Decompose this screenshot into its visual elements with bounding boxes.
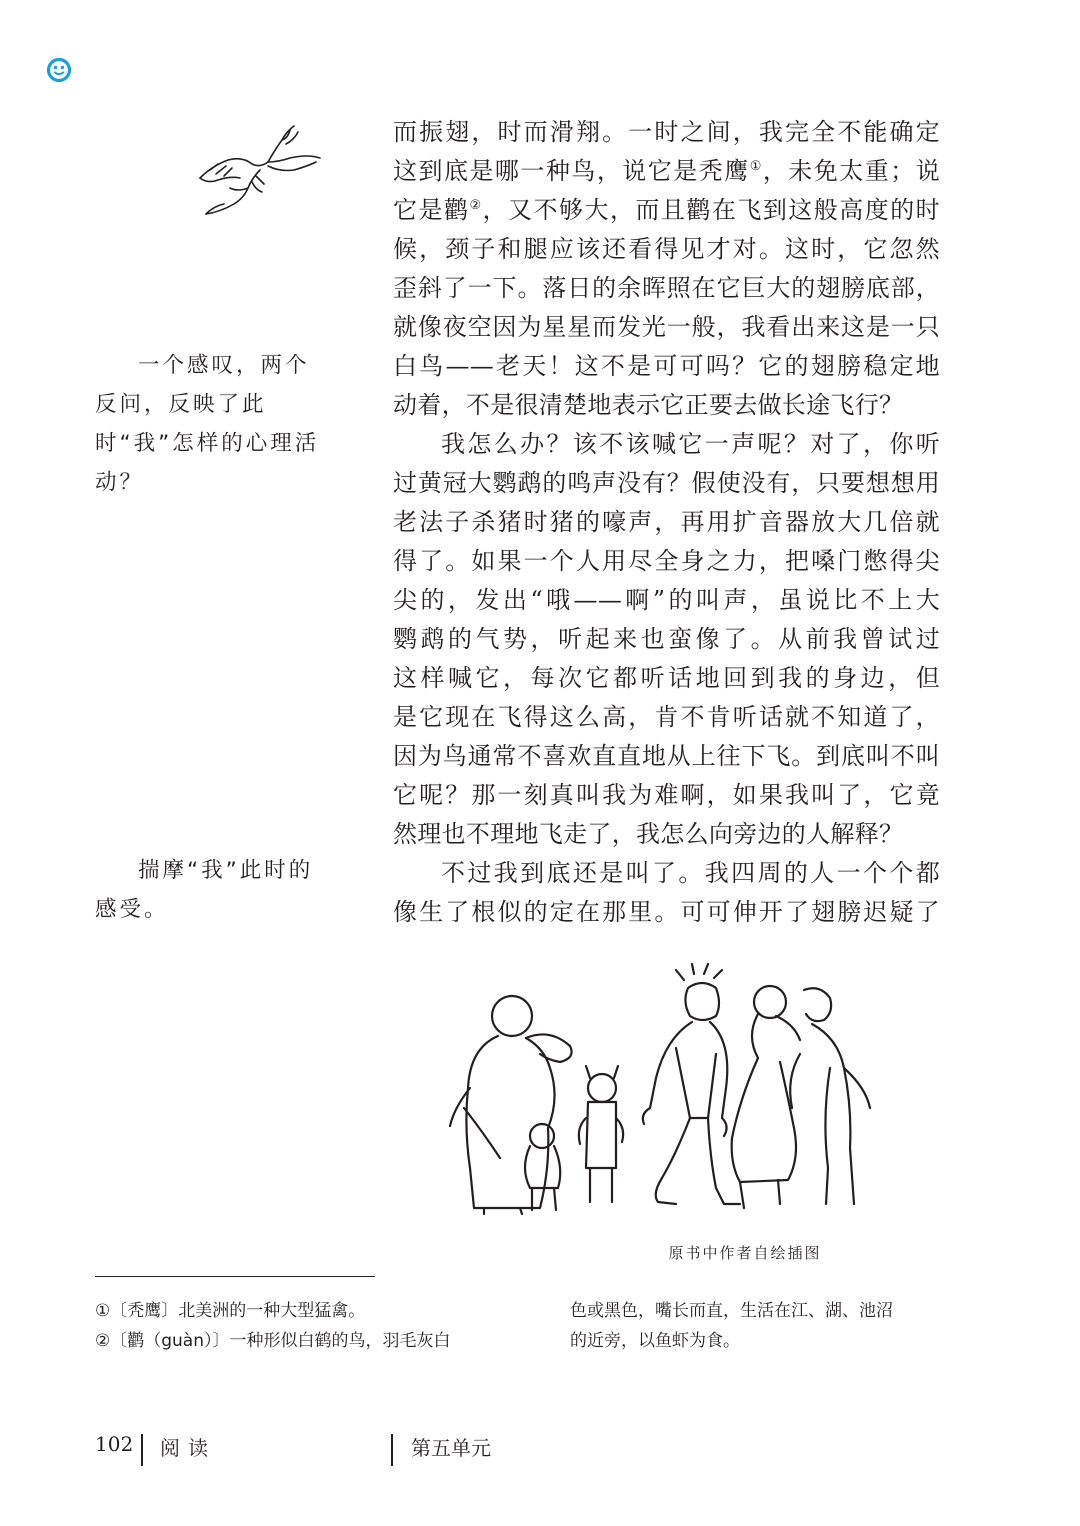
body-line: 这到底是哪一种鸟，说它是秃鹰①，未免太重；说 bbox=[393, 157, 940, 185]
body-line: 而振翅，时而滑翔。一时之间，我完全不能确定 bbox=[393, 118, 940, 146]
body-line: 然理也不理地飞走了，我怎么向旁边的人解释？ bbox=[393, 820, 904, 848]
footer-divider bbox=[391, 1434, 393, 1466]
footnote-mark-2: ② bbox=[469, 198, 483, 213]
body-line: 鹦鹉的气势，听起来也蛮像了。从前我曾试过 bbox=[393, 625, 940, 653]
body-line: 过黄冠大鹦鹉的鸣声没有？假使没有，只要想想用 bbox=[393, 469, 940, 497]
body-line: 就像夜空因为星星而发光一般，我看出来这是一只 bbox=[393, 313, 940, 341]
margin-note-1 bbox=[95, 346, 327, 502]
footnote-divider bbox=[95, 1276, 375, 1277]
body-line: 因为鸟通常不喜欢直直地从上往下飞。到底叫不叫 bbox=[393, 742, 940, 770]
body-line: 我怎么办？该不该喊它一声呢？对了，你听 bbox=[441, 430, 940, 458]
page-number: 102 bbox=[95, 1432, 134, 1456]
margin-note-2 bbox=[95, 851, 327, 929]
margin-note-1-text: 一个感叹，两个反问，反映了此时“我”怎样的心理活动？ bbox=[95, 353, 320, 495]
body-line: 得了。如果一个人用尽全身之力，把嗓门憋得尖 bbox=[393, 547, 940, 575]
bird-illustration bbox=[190, 118, 330, 223]
body-line: 它呢？那一刻真叫我为难啊，如果我叫了，它竟 bbox=[393, 781, 940, 809]
body-line: 老法子杀猪时猪的嚎声，再用扩音器放大几倍就 bbox=[393, 508, 940, 536]
body-line: 尖的，发出“哦——啊”的叫声，虽说比不上大 bbox=[393, 586, 940, 614]
illustration-caption: 原书中作者自绘插图 bbox=[668, 1244, 822, 1262]
body-line: 它是鹳②，又不够大，而且鹳在飞到这般高度的时 bbox=[393, 196, 940, 224]
footnote-2-end: 的近旁，以鱼虾为食。 bbox=[570, 1331, 740, 1351]
section-label: 阅读 bbox=[160, 1436, 216, 1460]
footnote-2-continued: 色或黑色，嘴长而直，生活在江、湖、池沼 bbox=[570, 1301, 893, 1321]
margin-note-2-text: 揣摩“我”此时的感受。 bbox=[95, 858, 314, 922]
smiley-icon bbox=[46, 57, 72, 83]
body-line: 不过我到底还是叫了。我四周的人一个个都 bbox=[441, 859, 940, 887]
body-line: 候，颈子和腿应该还看得见才对。这时，它忽然 bbox=[393, 235, 940, 263]
body-line: 白鸟——老天！这不是可可吗？它的翅膀稳定地 bbox=[393, 352, 940, 380]
body-text bbox=[393, 113, 940, 932]
crowd-illustration bbox=[440, 958, 890, 1228]
footer-divider bbox=[141, 1434, 143, 1466]
body-line: 是它现在飞得这么高，肯不肯听话就不知道了， bbox=[393, 703, 940, 731]
body-line: 动着，不是很清楚地表示它正要去做长途飞行？ bbox=[393, 391, 904, 419]
body-line: 像生了根似的定在那里。可可伸开了翅膀迟疑了 bbox=[393, 898, 940, 926]
unit-label: 第五单元 bbox=[411, 1436, 491, 1460]
footnote-2: ②〔鹳（guàn）〕一种形似白鹤的鸟，羽毛灰白 bbox=[95, 1331, 451, 1351]
body-line: 这样喊它，每次它都听话地回到我的身边，但 bbox=[393, 664, 940, 692]
footnotes-left bbox=[95, 1296, 515, 1356]
footnote-mark-1: ① bbox=[749, 159, 763, 174]
footnote-1: ①〔秃鹰〕北美洲的一种大型猛禽。 bbox=[95, 1301, 366, 1321]
footnotes-right bbox=[570, 1296, 940, 1356]
body-line: 歪斜了一下。落日的余晖照在它巨大的翅膀底部， bbox=[393, 274, 940, 302]
